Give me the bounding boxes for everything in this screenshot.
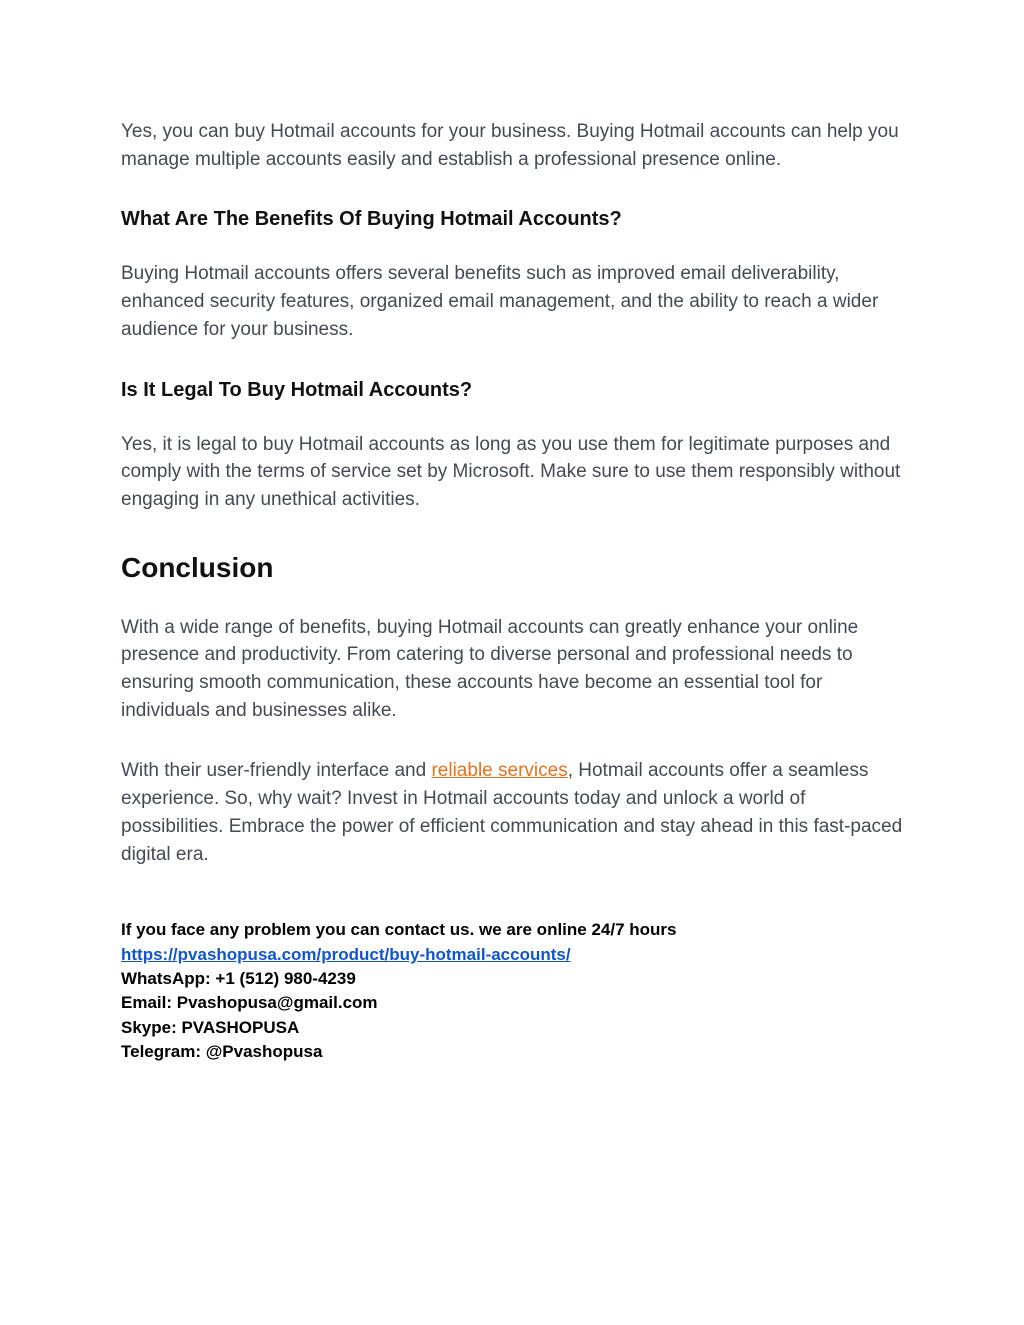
faq-question-legal: Is It Legal To Buy Hotmail Accounts?	[121, 378, 473, 401]
contact-telegram: Telegram: @Pvashopusa	[121, 1042, 323, 1062]
contact-url-line	[121, 943, 911, 967]
document-page	[121, 118, 911, 1065]
intro-paragraph: Yes, you can buy Hotmail accounts for your business. Buying Hotmail accounts can help you manage multiple accounts easily and establish a professional presence online.	[121, 121, 899, 170]
conclusion-paragraph-2	[121, 757, 911, 868]
reliable-services-link[interactable]: reliable services	[431, 760, 568, 782]
contact-block	[121, 918, 911, 1064]
product-url-link[interactable]: https://pvashopusa.com/product/buy-hotmail-accounts/	[121, 944, 571, 964]
conclusion-paragraph-2-start: With their user-friendly interface and	[121, 760, 432, 782]
conclusion-paragraph-2-end: , Hotmail accounts offer a seamless experience. So, why wait? Invest in Hotmail accounts today and unlock a world of possibilities. Embrace the power of efficient communication and stay ahead in this fast-paced digital era.	[121, 760, 903, 865]
contact-email: Email: Pvashopusa@gmail.com	[121, 993, 378, 1013]
faq-answer-legal: Yes, it is legal to buy Hotmail accounts as long as you use them for legitimate purposes and comply with the terms of service set by Microsoft. Make sure to use them responsibly without engaging in any unethical activities.	[121, 433, 901, 510]
faq-question-benefits: What Are The Benefits Of Buying Hotmail Accounts?	[121, 208, 622, 231]
faq-answer-benefits: Buying Hotmail accounts offers several benefits such as improved email deliverability, enhanced security features, organized email management, and the ability to reach a wider audience for your business.	[121, 263, 879, 340]
contact-skype: Skype: PVASHOPUSA	[121, 1017, 300, 1037]
contact-whatsapp: WhatsApp: +1 (512) 980-4239	[121, 969, 356, 989]
conclusion-heading: Conclusion	[121, 551, 274, 583]
contact-intro: If you face any problem you can contact us. we are online 24/7 hours	[121, 920, 677, 940]
conclusion-paragraph-1: With a wide range of benefits, buying Hotmail accounts can greatly enhance your online presence and productivity. From catering to diverse personal and professional needs to ensuring smooth communication, these accounts have become an essential tool for individuals and businesses alike.	[121, 616, 859, 721]
